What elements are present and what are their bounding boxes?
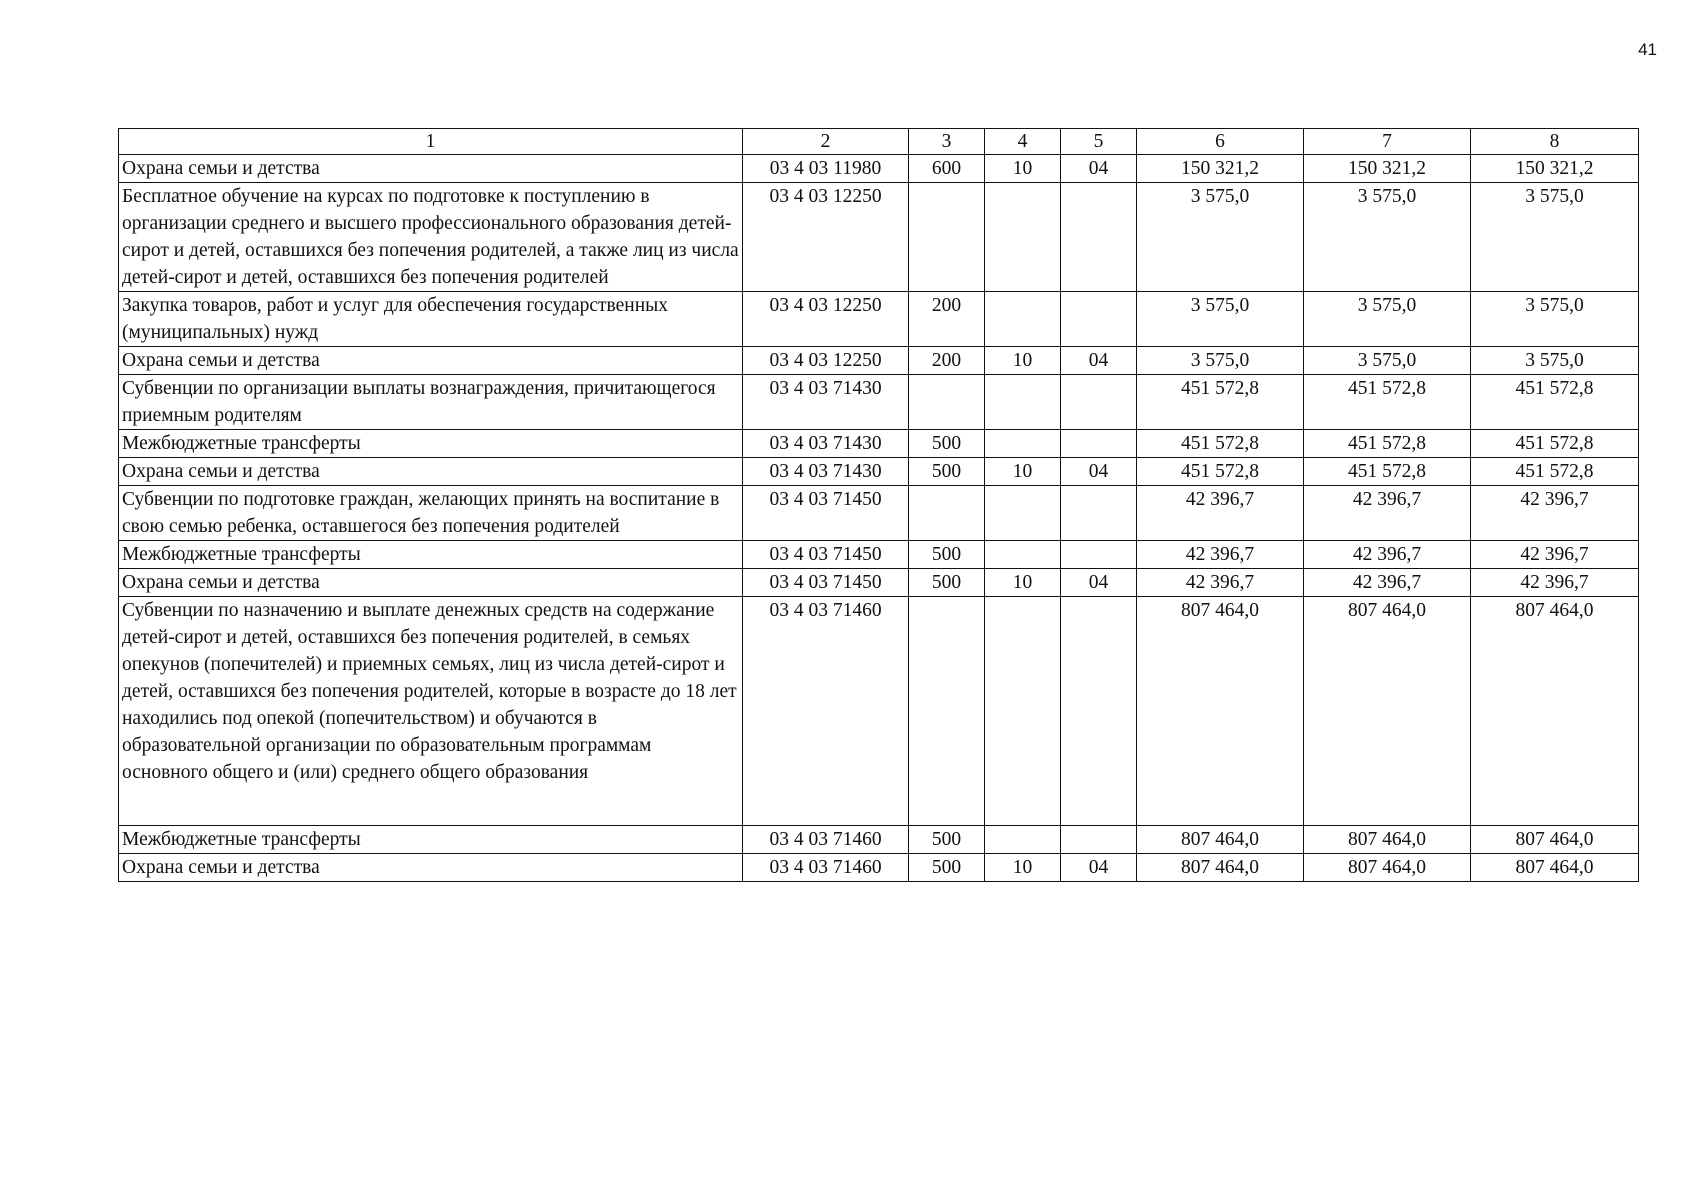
cell-expense-type: 500 (909, 826, 985, 854)
table-row (119, 458, 1639, 486)
cell-subsection (1061, 183, 1137, 292)
page-number: 41 (1638, 40, 1657, 59)
cell-subsection (1061, 292, 1137, 347)
cell-section (985, 826, 1061, 854)
cell-name: Охрана семьи и детства (119, 155, 743, 183)
cell-section (985, 430, 1061, 458)
cell-section (985, 597, 1061, 826)
cell-name: Межбюджетные трансферты (119, 541, 743, 569)
cell-amount-2: 807 464,0 (1304, 854, 1471, 882)
cell-section: 10 (985, 854, 1061, 882)
cell-target-code: 03 4 03 71460 (743, 854, 909, 882)
cell-subsection: 04 (1061, 458, 1137, 486)
cell-section (985, 375, 1061, 430)
cell-expense-type: 500 (909, 569, 985, 597)
cell-target-code: 03 4 03 71450 (743, 569, 909, 597)
cell-subsection: 04 (1061, 569, 1137, 597)
table-row (119, 375, 1639, 430)
cell-amount-1: 807 464,0 (1137, 597, 1304, 826)
cell-name: Бесплатное обучение на курсах по подготовке к поступлению в организации среднего и высшего профессионального образования детей-сирот и детей, оставшихся без попечения родителей, а также лиц из числа детей-сирот и детей, оставшихся без попечения родителей (119, 183, 743, 292)
cell-name: Охрана семьи и детства (119, 458, 743, 486)
cell-expense-type (909, 375, 985, 430)
cell-amount-3: 807 464,0 (1471, 597, 1639, 826)
cell-name: Межбюджетные трансферты (119, 826, 743, 854)
cell-amount-3: 42 396,7 (1471, 486, 1639, 541)
cell-amount-1: 3 575,0 (1137, 292, 1304, 347)
cell-amount-2: 42 396,7 (1304, 541, 1471, 569)
cell-target-code: 03 4 03 71430 (743, 430, 909, 458)
cell-subsection (1061, 486, 1137, 541)
table-row (119, 486, 1639, 541)
cell-subsection (1061, 597, 1137, 826)
cell-section: 10 (985, 155, 1061, 183)
cell-expense-type (909, 183, 985, 292)
cell-amount-2: 451 572,8 (1304, 430, 1471, 458)
table-row (119, 826, 1639, 854)
cell-amount-2: 3 575,0 (1304, 183, 1471, 292)
cell-amount-3: 150 321,2 (1471, 155, 1639, 183)
cell-amount-2: 150 321,2 (1304, 155, 1471, 183)
cell-section (985, 183, 1061, 292)
cell-amount-1: 42 396,7 (1137, 569, 1304, 597)
cell-section (985, 541, 1061, 569)
cell-expense-type: 500 (909, 430, 985, 458)
table-row (119, 854, 1639, 882)
table-row (119, 541, 1639, 569)
table-row (119, 347, 1639, 375)
cell-target-code: 03 4 03 71450 (743, 541, 909, 569)
cell-amount-1: 807 464,0 (1137, 854, 1304, 882)
column-header: 2 (743, 129, 909, 155)
cell-target-code: 03 4 03 71460 (743, 826, 909, 854)
cell-amount-1: 3 575,0 (1137, 183, 1304, 292)
cell-amount-3: 42 396,7 (1471, 541, 1639, 569)
cell-expense-type: 500 (909, 854, 985, 882)
cell-amount-3: 807 464,0 (1471, 854, 1639, 882)
cell-expense-type: 200 (909, 292, 985, 347)
table-row (119, 569, 1639, 597)
cell-amount-3: 807 464,0 (1471, 826, 1639, 854)
cell-subsection (1061, 826, 1137, 854)
table-row (119, 155, 1639, 183)
cell-target-code: 03 4 03 71450 (743, 486, 909, 541)
cell-amount-1: 451 572,8 (1137, 375, 1304, 430)
cell-amount-2: 42 396,7 (1304, 569, 1471, 597)
cell-name: Субвенции по подготовке граждан, желающих принять на воспитание в свою семью ребенка, оставшегося без попечения родителей (119, 486, 743, 541)
cell-amount-1: 3 575,0 (1137, 347, 1304, 375)
cell-name: Охрана семьи и детства (119, 854, 743, 882)
cell-name: Охрана семьи и детства (119, 569, 743, 597)
cell-name: Межбюджетные трансферты (119, 430, 743, 458)
cell-subsection: 04 (1061, 155, 1137, 183)
table-row (119, 597, 1639, 826)
cell-amount-2: 3 575,0 (1304, 292, 1471, 347)
cell-expense-type (909, 486, 985, 541)
cell-amount-2: 807 464,0 (1304, 826, 1471, 854)
cell-amount-1: 807 464,0 (1137, 826, 1304, 854)
cell-amount-3: 451 572,8 (1471, 430, 1639, 458)
cell-amount-1: 150 321,2 (1137, 155, 1304, 183)
cell-target-code: 03 4 03 11980 (743, 155, 909, 183)
header-row (119, 129, 1639, 155)
cell-subsection (1061, 541, 1137, 569)
cell-subsection: 04 (1061, 854, 1137, 882)
cell-amount-2: 451 572,8 (1304, 458, 1471, 486)
column-header: 1 (119, 129, 743, 155)
cell-amount-3: 451 572,8 (1471, 458, 1639, 486)
cell-section (985, 486, 1061, 541)
cell-section (985, 292, 1061, 347)
cell-subsection: 04 (1061, 347, 1137, 375)
table-body (119, 155, 1639, 882)
column-header: 8 (1471, 129, 1639, 155)
cell-amount-1: 42 396,7 (1137, 486, 1304, 541)
cell-target-code: 03 4 03 71430 (743, 458, 909, 486)
cell-expense-type: 500 (909, 541, 985, 569)
cell-target-code: 03 4 03 12250 (743, 183, 909, 292)
budget-table (118, 128, 1639, 882)
cell-name: Охрана семьи и детства (119, 347, 743, 375)
column-header: 5 (1061, 129, 1137, 155)
table-row (119, 430, 1639, 458)
column-header: 7 (1304, 129, 1471, 155)
cell-amount-2: 3 575,0 (1304, 347, 1471, 375)
column-header: 6 (1137, 129, 1304, 155)
cell-amount-2: 42 396,7 (1304, 486, 1471, 541)
cell-expense-type: 200 (909, 347, 985, 375)
cell-name: Закупка товаров, работ и услуг для обеспечения государственных (муниципальных) нужд (119, 292, 743, 347)
cell-name: Субвенции по назначению и выплате денежных средств на содержание детей-сирот и детей, оставшихся без попечения родителей, в семьях опекунов (попечителей) и приемных семьях, лиц из числа детей-сирот и детей, оставшихся без попечения родителей, которые в возрасте до 18 лет находились под опекой (попечительством) и обучаются в образовательной организации по образовательным программам основного общего и (или) среднего общего образования (119, 597, 743, 826)
cell-target-code: 03 4 03 12250 (743, 292, 909, 347)
cell-expense-type (909, 597, 985, 826)
cell-section: 10 (985, 458, 1061, 486)
cell-subsection (1061, 430, 1137, 458)
cell-target-code: 03 4 03 71460 (743, 597, 909, 826)
cell-amount-2: 451 572,8 (1304, 375, 1471, 430)
cell-amount-1: 451 572,8 (1137, 458, 1304, 486)
cell-amount-3: 451 572,8 (1471, 375, 1639, 430)
cell-amount-1: 42 396,7 (1137, 541, 1304, 569)
cell-subsection (1061, 375, 1137, 430)
cell-section: 10 (985, 569, 1061, 597)
table-row (119, 183, 1639, 292)
cell-name: Субвенции по организации выплаты вознаграждения, причитающегося приемным родителям (119, 375, 743, 430)
cell-expense-type: 600 (909, 155, 985, 183)
cell-amount-3: 3 575,0 (1471, 183, 1639, 292)
cell-amount-3: 3 575,0 (1471, 292, 1639, 347)
cell-amount-3: 3 575,0 (1471, 347, 1639, 375)
cell-amount-1: 451 572,8 (1137, 430, 1304, 458)
cell-amount-2: 807 464,0 (1304, 597, 1471, 826)
cell-expense-type: 500 (909, 458, 985, 486)
cell-target-code: 03 4 03 12250 (743, 347, 909, 375)
cell-amount-3: 42 396,7 (1471, 569, 1639, 597)
column-header: 4 (985, 129, 1061, 155)
column-header: 3 (909, 129, 985, 155)
table-row (119, 292, 1639, 347)
cell-section: 10 (985, 347, 1061, 375)
cell-target-code: 03 4 03 71430 (743, 375, 909, 430)
